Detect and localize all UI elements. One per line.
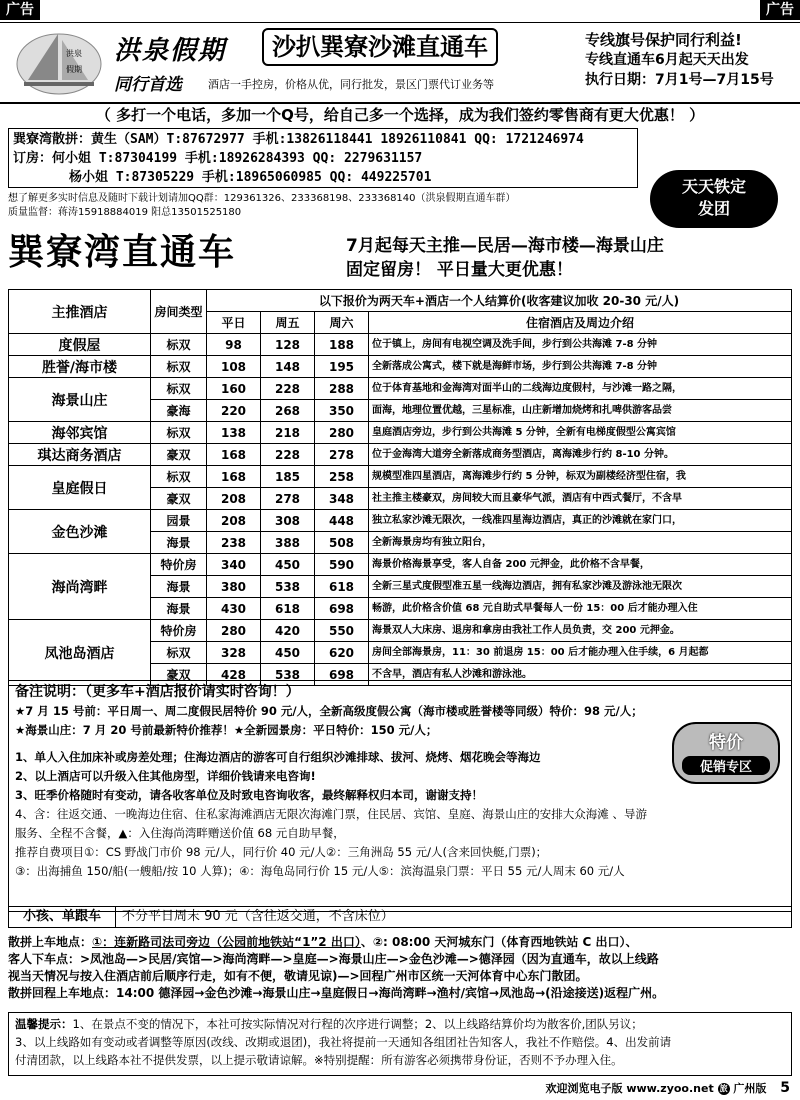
spacer	[15, 740, 785, 748]
room-type: 特价房	[151, 554, 207, 576]
ad-tag-left: 广告	[0, 0, 40, 20]
quality-supervision-line: 质量监督：蒋涛15918884019 阳总13501525180	[8, 207, 242, 218]
room-type: 标双	[151, 334, 207, 356]
friday-price: 268	[261, 400, 315, 422]
col-room-header: 房间类型	[151, 290, 207, 334]
contact-text-1: 黄生（SAM）T:87672977 手机:13826118441 18926110841 QQ: 1721246974	[91, 132, 584, 147]
weekday-price: 380	[207, 576, 261, 598]
notes-item-6: ③：出海捕鱼 150/船(一艘船/按 10 人算)；④：海龟岛同行价 15 元/人⑤：滨海温泉门票：平日 55 元/人周末 60 元/人	[15, 864, 625, 878]
badge-line-2: 发团	[697, 199, 730, 218]
pickup-line-2: 客人下车点：>凤池岛—>民居/宾馆—>海尚湾畔—>皇庭—>海景山庄—>金色沙滩—>德泽园（因为直通车，故以上线路	[8, 952, 659, 966]
contact-label-2: 订房：	[13, 151, 53, 166]
room-type: 豪双	[151, 444, 207, 466]
friday-price: 185	[261, 466, 315, 488]
contact-line-3	[13, 168, 633, 187]
table-row	[9, 466, 792, 488]
right-note-2: 专线直通车6月起天天出发	[585, 52, 749, 68]
weekday-price: 340	[207, 554, 261, 576]
table-row	[9, 422, 792, 444]
room-type: 豪双	[151, 488, 207, 510]
contact-box	[8, 128, 638, 188]
right-note-3: 执行日期：7月1号—7月15号	[585, 72, 774, 88]
headline-sub	[346, 234, 664, 282]
weekday-price: 160	[207, 378, 261, 400]
table-row	[9, 620, 792, 642]
svg-text:假期: 假期	[66, 65, 82, 74]
hotel-description: 位于镇上，房间有电视空调及洗手间，步行到公共海滩 7-8 分钟	[369, 334, 792, 356]
hotel-description: 房间全部海景房，11：30 前退房 15：00 后才能办理入住手续，6 月起都	[369, 642, 792, 664]
qq-group-line: 想了解更多实时信息及随时下载计划请加QQ群：129361326、233368198、233368140（洪泉假期直通车群）	[8, 193, 516, 204]
table-row	[9, 378, 792, 400]
hotel-description: 位于金海湾大道旁全新落成商务型酒店，离海滩步行约 8-10 分钟。	[369, 444, 792, 466]
footer	[546, 1080, 791, 1096]
notes-line-2: ★海景山庄：7 月 20 号前最新特价推荐！★全新园景房：平日特价：150 元/人；	[15, 723, 438, 737]
room-type: 标双	[151, 642, 207, 664]
pickup-info	[8, 934, 792, 1002]
services-text: 酒店一手控房，价格从优，同行批发，景区门票代订业务等	[208, 78, 494, 91]
hotel-name: 海尚湾畔	[9, 554, 151, 620]
saturday-price: 278	[315, 444, 369, 466]
col-fri-header: 周五	[261, 312, 315, 334]
hotel-description: 全新落成公寓式，楼下就是海鲜市场，步行到公共海滩 7-8 分钟	[369, 356, 792, 378]
tips-text-1: 1、在景点不变的情况下，本社可按实际情况对行程的次序进行调整；2、以上线路结算价均为散客价,团队另议；	[72, 1017, 643, 1031]
friday-price: 450	[261, 642, 315, 664]
table-row	[9, 356, 792, 378]
friday-price: 538	[261, 576, 315, 598]
friday-price: 618	[261, 598, 315, 620]
sailboat-logo-icon	[14, 28, 104, 96]
zyoo-logo-icon: 旅	[719, 1084, 728, 1093]
promo-banner: （ 多打一个电话，多加一个Q号，给自己多一个选择，成为我们签约零售商有更大优惠！ ）	[95, 106, 705, 124]
hotel-description: 社主推主楼豪双，房间较大而且豪华气派，酒店有中西式餐厅，不含早	[369, 488, 792, 510]
col-hotel-header: 主推酒店	[9, 290, 151, 334]
tips-label: 温馨提示：	[15, 1017, 73, 1031]
room-type: 豪海	[151, 400, 207, 422]
svg-text:洪泉: 洪泉	[66, 49, 82, 58]
contact-line-2	[13, 149, 633, 168]
hotel-name: 海景山庄	[9, 378, 151, 422]
weekday-price: 98	[207, 334, 261, 356]
saturday-price: 195	[315, 356, 369, 378]
hotel-name: 胜誉/海市楼	[9, 356, 151, 378]
hotel-description: 面海，地理位置优越，三星标准，山庄新增加烧烤和扎啤供游客品尝	[369, 400, 792, 422]
room-type: 标双	[151, 356, 207, 378]
room-type: 海景	[151, 532, 207, 554]
top-bar	[0, 0, 800, 23]
table-row	[9, 444, 792, 466]
saturday-price: 350	[315, 400, 369, 422]
saturday-price: 550	[315, 620, 369, 642]
table-row	[9, 554, 792, 576]
hotel-name: 皇庭假日	[9, 466, 151, 510]
room-type: 标双	[151, 466, 207, 488]
notes-item-3: 3、旺季价格随时有变动，请各收客单位及时致电咨询收客，最终解释权归本司，谢谢支持！	[15, 788, 483, 802]
saturday-price: 618	[315, 576, 369, 598]
hotel-description: 畅游，此价格含价值 68 元自助式早餐每人一份 15：00 后才能办理入住	[369, 598, 792, 620]
footer-edition: 广州版	[733, 1082, 767, 1095]
weekday-price: 208	[207, 488, 261, 510]
table-row	[9, 510, 792, 532]
table-row	[9, 334, 792, 356]
right-notes	[585, 30, 797, 90]
tips-line-1	[15, 1015, 785, 1033]
headline-title: 巽寮湾直通车	[8, 231, 237, 273]
friday-price: 420	[261, 620, 315, 642]
saturday-price: 698	[315, 598, 369, 620]
saturday-price: 348	[315, 488, 369, 510]
contact-text-3: 杨小姐 T:87305229 手机:18965060985 QQ: 449225701	[69, 170, 432, 185]
page-number: 5	[780, 1080, 790, 1096]
pickup-line-4: 散拼回程上车地点：14:00 德泽园→金色沙滩→海景山庄→皇庭假日→海尚湾畔→渔村/宾馆→凤池岛→(沿途接送)返程广州。	[8, 986, 665, 1000]
child-fare-label: 小孩、单跟车	[9, 907, 116, 927]
ad-tag-right: 广告	[760, 0, 800, 20]
col-weekday-header: 平日	[207, 312, 261, 334]
notes-item-2: 2、以上酒店可以升级入住其他房型，详细价钱请来电咨询!	[15, 769, 316, 783]
hotel-description: 规模型准四星酒店，离海滩步行约 5 分钟，标双为副楼经济型住宿，我	[369, 466, 792, 488]
special-badge-line-1: 特价	[709, 733, 743, 753]
saturday-price: 590	[315, 554, 369, 576]
hotel-description: 海景价格海景享受，客人自备 200 元押金，此价格不含早餐，	[369, 554, 792, 576]
contact-line-1	[13, 130, 633, 149]
weekday-price: 280	[207, 620, 261, 642]
hotel-description: 不含早，酒店有私人沙滩和游泳池。	[369, 664, 792, 686]
saturday-price: 258	[315, 466, 369, 488]
friday-price: 388	[261, 532, 315, 554]
tips-box	[8, 1012, 792, 1076]
weekday-price: 138	[207, 422, 261, 444]
tips-line-3: 付清团款，以上线路本社不提供发票，以上提示敬请谅解。※特别提醒：所有游客必须携带身份证，否则不予办理入住。	[15, 1053, 623, 1067]
room-type: 园景	[151, 510, 207, 532]
friday-price: 308	[261, 510, 315, 532]
pickup-line-1	[8, 934, 792, 951]
saturday-price: 280	[315, 422, 369, 444]
friday-price: 218	[261, 422, 315, 444]
notes-item-1: 1、单人入住加床补或房差处理；住海边酒店的游客可自行组织沙滩排球、拔河、烧烤、烟花晚会等海边	[15, 750, 541, 764]
weekday-price: 220	[207, 400, 261, 422]
hotel-description: 皇庭酒店旁边，步行到公共海滩 5 分钟，全新有电梯度假型公寓宾馆	[369, 422, 792, 444]
footer-text: 欢迎浏览电子版 www.zyoo.net	[545, 1082, 714, 1095]
pickup-line-3: 视当天情况与按入住酒店前后顺序行走，如有不便，敬请见谅)—>回程广州市区统一天河体育中心东门散团。	[8, 969, 588, 983]
hotel-name: 海邻宾馆	[9, 422, 151, 444]
qq-info	[8, 192, 648, 220]
headline-sub-1: 7月起每天主推—民居—海市楼—海景山庄	[346, 236, 664, 256]
hotel-name: 度假屋	[9, 334, 151, 356]
hotel-name: 凤池岛酒店	[9, 620, 151, 686]
room-type: 标双	[151, 422, 207, 444]
notes-line-1: ★7 月 15 号前：平日周一、周二度假民居特价 90 元/人，全新高级度假公寓（海市楼或胜誉楼等同级）特价：98 元/人；	[15, 704, 643, 718]
notes-item-5: 推荐自费项目①：CS 野战门市价 98 元/人，同行价 40 元/人②：三角洲岛 55 元/人(含来回快艇,门票)；	[15, 845, 548, 859]
friday-price: 538	[261, 664, 315, 686]
weekday-price: 108	[207, 356, 261, 378]
contact-text-2: 何小姐 T:87304199 手机:18926284393 QQ: 2279631157	[52, 151, 423, 166]
hotel-name: 金色沙滩	[9, 510, 151, 554]
friday-price: 450	[261, 554, 315, 576]
friday-price: 128	[261, 334, 315, 356]
hotel-description: 位于体育基地和金海湾对面半山的二线海边度假村，与沙滩一路之隔，	[369, 378, 792, 400]
hotel-description: 全新三星式度假型准五星一线海边酒店，拥有私家沙滩及游泳池无限次	[369, 576, 792, 598]
child-fare-value: 不分平日周末 90 元（含往返交通，不含床位）	[122, 909, 394, 924]
notes-box	[8, 680, 792, 912]
saturday-price: 698	[315, 664, 369, 686]
notes-item-4b: 服务、全程不含餐，▲：入住海尚湾畔赠送价值 68 元自助早餐，	[15, 826, 345, 840]
pickup-point-1: ①：连新路司法司旁边（公园前地铁站“1”2 出口）	[92, 935, 361, 949]
child-fare-row	[8, 906, 792, 928]
pickup-point-2: 、②: 08:00 天河城东门（体育西地铁站 C 出口）、	[360, 935, 638, 949]
daily-departure-badge	[650, 170, 778, 228]
weekday-price: 238	[207, 532, 261, 554]
contact-label-1: 巽寮湾散拼：	[13, 132, 92, 147]
friday-price: 228	[261, 378, 315, 400]
room-type: 海景	[151, 576, 207, 598]
pickup-label: 散拼上车地点：	[8, 935, 93, 949]
special-offer-badge	[672, 722, 780, 784]
notes-title: 备注说明：（更多车+酒店报价请实时咨询！）	[15, 684, 300, 700]
headline-sub-2: 固定留房！ 平日量大更优惠！	[346, 260, 573, 280]
rate-table	[8, 289, 792, 686]
header	[0, 22, 800, 104]
hotel-description: 全新海景房均有独立阳台，	[369, 532, 792, 554]
saturday-price: 620	[315, 642, 369, 664]
saturday-price: 188	[315, 334, 369, 356]
brand-name: 洪泉假期	[114, 36, 227, 66]
right-note-1: 专线旗号保护同行利益!	[585, 31, 742, 49]
room-type: 标双	[151, 378, 207, 400]
weekday-price: 168	[207, 466, 261, 488]
route-slogan: 沙扒巽寮沙滩直通车	[262, 28, 498, 66]
col-desc-header: 住宿酒店及周边介绍	[369, 312, 792, 334]
weekday-price: 328	[207, 642, 261, 664]
col-sat-header: 周六	[315, 312, 369, 334]
room-type: 豪双	[151, 664, 207, 686]
weekday-price: 430	[207, 598, 261, 620]
hotel-description: 海景双人大床房、退房和拿房由我社工作人员负责，交 200 元押金。	[369, 620, 792, 642]
saturday-price: 288	[315, 378, 369, 400]
weekday-price: 428	[207, 664, 261, 686]
subtitle: 同行首选	[114, 75, 182, 95]
weekday-price: 208	[207, 510, 261, 532]
badge-line-1: 天天铁定	[681, 177, 746, 196]
friday-price: 148	[261, 356, 315, 378]
hotel-name: 琪达商务酒店	[9, 444, 151, 466]
notes-item-4a: 4、含：往返交通、一晚海边住宿、住私家海滩酒店无限次海滩门票，住民居、宾馆、皇庭、海景山庄的安排大众海滩 、导游	[15, 807, 647, 821]
weekday-price: 168	[207, 444, 261, 466]
friday-price: 228	[261, 444, 315, 466]
room-type: 特价房	[151, 620, 207, 642]
room-type: 海景	[151, 598, 207, 620]
saturday-price: 508	[315, 532, 369, 554]
price-note: 以下报价为两天车+酒店一个人结算价(收客建议加收 20-30 元/人)	[207, 290, 792, 312]
tips-line-2: 3、以上线路如有变动或者调整等原因(改线、改期或退团)，我社将提前一天通知各组团社告知客人，我社不作赔偿。4、出发前请	[15, 1035, 672, 1049]
hotel-description: 独立私家沙滩无限次，一线准四星海边酒店，真正的沙滩就在家门口，	[369, 510, 792, 532]
friday-price: 278	[261, 488, 315, 510]
saturday-price: 448	[315, 510, 369, 532]
special-badge-line-2: 促销专区	[682, 756, 770, 775]
